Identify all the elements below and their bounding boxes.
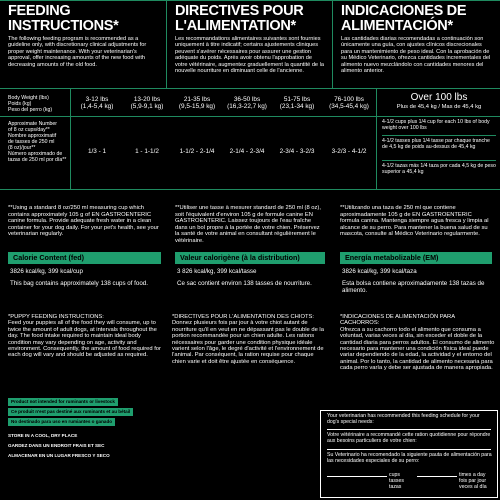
puppy-instructions-es <box>340 314 495 372</box>
storage-es: ALMACENAR EN UN LUGAR FRESCO Y SECO <box>8 453 110 458</box>
label-line: Poids (kg) <box>8 101 32 107</box>
calorie-header-fr: Valeur calorigène (à la distribution) <box>175 252 325 264</box>
puppy-body: Donnez plusieurs fois par jour à votre chiot autant de nourriture qu'il en veut en ne dépassant pas le double de la portion recommandée pour un chien adulte. Les rations nécessaires pour garder une condition physique idéale varient selon l'âge, le degré d'activité et l'environnement de l'animal. Par conséquent, la ration requise pour chaque chien varie et doit être ajustée en conséquence. <box>172 320 324 365</box>
puppy-body: Feed your puppies all of the food they will consume, up to twice the amount of adult dogs, at intervals throughout the day. The food intake required to maintain ideal body condition may vary depending on age, activity and environment. Consequently, the amount of food required for each dog will vary and should be adjusted as required. <box>8 320 161 359</box>
title-es <box>333 4 499 34</box>
weight-kg: (5,9-9,1 kg) <box>130 102 164 110</box>
title-line: DIRECTIVES POUR <box>175 3 304 19</box>
over-note-fr: 4-1/2 tasses plus 1/4 tasse par chaque tranche de 4,5 kg de poids au-dessus de 45,4 kg <box>382 138 490 150</box>
label-line: veces al día <box>459 483 487 490</box>
calorie-value-en: 3826 kcal/kg, 399 kcal/cup <box>10 268 83 275</box>
ruminant-badge-es: No destinado para uso en rumiantes o ganado <box>8 418 115 426</box>
bag-contents-fr: Ce sac contient environ 138 tasses de nourriture. <box>177 280 312 287</box>
label-line: tazas de 250 ml por día** <box>8 157 67 163</box>
cups-label <box>389 473 404 490</box>
schedule-text-en: Your veterinarian has recommended this feeding schedule for your dog's special needs: <box>327 413 480 425</box>
label-line: tasses <box>389 477 404 484</box>
label-line: Número aproximado de <box>8 151 63 157</box>
weight-cell <box>122 97 172 110</box>
weight-kg: (34,5-45,4 kg) <box>329 102 369 110</box>
title-fr <box>167 4 333 34</box>
weight-lbs: 36-50 lbs <box>233 96 261 103</box>
title-line: ALIMENTACIÓN* <box>341 18 453 34</box>
cups-cell: 3-2/3 - 4-1/2 <box>331 148 367 155</box>
weight-cell <box>322 97 376 110</box>
weight-kg: (1,4-5,4 kg) <box>80 102 114 110</box>
puppy-instructions-fr <box>172 314 324 365</box>
title-line: INSTRUCTIONS* <box>8 18 119 34</box>
table-divider <box>376 89 377 189</box>
label-line: of 8 oz cups/day** <box>8 127 50 133</box>
intro-text: The following feeding program is recommended as a guideline only, with discretionary clinical adjustments for proper weight maintenance. With your veterinarian's approval, offer increasing amounts of the new food with decreasing amounts of the old food. <box>8 36 147 68</box>
label-line: Peso del perro (kg) <box>8 107 53 113</box>
label-line: fois par jour <box>459 477 487 484</box>
weight-lbs: 21-35 lbs <box>183 96 211 103</box>
over-note-en: 4-1/2 cups plus 1/4 cup for each 10 lbs of body weight over 100 lbs <box>382 119 490 131</box>
ruminant-badge-fr: Ce produit n'est pas destiné aux ruminants et au bétail <box>8 408 133 416</box>
weight-lbs: 76-100 lbs <box>334 96 364 103</box>
puppy-body: Ofrezca a su cachorro todo el alimento que consuma a voluntad, varias veces al día, sin exceder el doble de la cantidad diaria para perros adultos. El consumo de alimento necesario para mantener una condición física ideal puede variar dependiendo de la edad, la actividad y el entorno del animal. Por lo tanto, la cantidad de alimento necesaria para cada perro varía y debe ser ajustada de manera apropiada. <box>340 326 495 372</box>
label-line: tazas <box>389 483 402 490</box>
puppy-instructions-en <box>8 314 163 359</box>
cups-cell: 1/3 - 1 <box>87 148 107 155</box>
label-line: times a day <box>459 472 486 478</box>
title-line: L'ALIMENTATION* <box>175 18 296 34</box>
ruminant-badge-en: Product not intended for ruminants or livestock <box>8 398 118 406</box>
calorie-header-es: Energía metabolizable (EM) <box>340 252 492 264</box>
table-divider <box>382 160 496 161</box>
vet-schedule-box <box>320 410 498 498</box>
amount-label <box>8 121 66 163</box>
feeding-instructions-fr <box>167 0 333 74</box>
bag-contents-en: This bag contains approximately 138 cups of food. <box>10 280 148 287</box>
cups-input-line[interactable] <box>327 476 387 477</box>
cups-cell: 1 - 1-1/2 <box>135 148 159 155</box>
weight-kg: (16,3-22,7 kg) <box>227 102 267 110</box>
weight-lbs: 13-20 lbs <box>133 96 161 103</box>
label-line: (8 oz)/jour** <box>8 145 36 151</box>
schedule-text-fr: Votre vétérinaire a recommandé cette ration quotidienne pour répondre aux besoins particuliers de votre chien: <box>327 432 491 444</box>
table-divider <box>70 89 71 189</box>
measuring-note-es: **Utilizando una taza de 250 ml que contiene aproximadamente 105 g de EN GASTROENTERIC formula canina. Mantenga siempre agua fresca y limpia al alcance de su perro. Para mantener la buena salud de su mascota, consulte al Médico Veterinario regularmente. <box>340 205 489 238</box>
times-input-line[interactable] <box>417 476 457 477</box>
label-line: Nombre approximatif <box>8 133 57 139</box>
schedule-text-es: Su Veterinario ha recomendado la siguiente pauta de alimentación para las necesidades especiales de su perro: <box>327 452 492 464</box>
feeding-instructions-en <box>0 0 166 68</box>
bag-contents-es: Esta bolsa contiene aproximadamente 138 tazas de alimento. <box>342 280 485 294</box>
puppy-title: *PUPPY FEEDING INSTRUCTIONS: <box>8 314 104 320</box>
weight-label <box>8 95 52 113</box>
storage-en: STORE IN A COOL, DRY PLACE <box>8 433 78 438</box>
puppy-title: *DIRECTIVES POUR L'ALIMENTATION DES CHIOTS: <box>172 314 314 320</box>
title-line: FEEDING <box>8 3 71 19</box>
weight-cell <box>72 97 122 110</box>
weight-lbs: 3-12 lbs <box>85 96 109 103</box>
write-in-line[interactable] <box>327 449 491 450</box>
title-en <box>0 4 166 34</box>
measuring-note-en: **Using a standard 8 oz/250 ml measuring cup which contains approximately 105 g of EN GASTROENTERIC canine formula. Provide adequate fresh water in a clean container for your dog daily. For your pet's health, see your veterinarian regularly. <box>8 205 159 238</box>
weight-kg: (9,5-15,9 kg) <box>178 102 216 110</box>
over-title: Over 100 lbs <box>410 92 468 103</box>
puppy-title: *INDICACIONES DE ALIMENTACIÓN PARA CACHORROS: <box>340 314 455 327</box>
cups-cell: 2-3/4 - 3-2/3 <box>279 148 315 155</box>
weight-cell <box>272 97 322 110</box>
table-divider <box>0 116 500 117</box>
label-line: cups <box>389 472 400 478</box>
over-subtitle: Plus de 45,4 kg / Mas de 45,4 kg <box>396 104 482 110</box>
intro-text: Les recommandations alimentaires suivantes sont fournies uniquement à titre indicatif; certains ajustements cliniques peuvent s'avérer nécessaires pour assurer une gestion adéquate du poids. Après avoir obtenu l'approbation de votre vétérinaire, augmentez graduellement la quantité de la nouvelle nourriture en diminuant celle de l'ancienne. <box>175 36 324 75</box>
times-label <box>459 473 487 490</box>
title-line: INDICACIONES DE <box>341 3 467 19</box>
label-line: Approximate Number <box>8 121 58 127</box>
feeding-table <box>0 88 500 190</box>
label-line: de tasses de 250 ml <box>8 139 55 145</box>
write-in-line[interactable] <box>327 429 491 430</box>
calorie-value-fr: 3 826 kcal/kg, 399 kcal/tasse <box>177 268 257 275</box>
weight-kg: (23,1-34 kg) <box>279 102 315 110</box>
weight-cell <box>222 97 272 110</box>
calorie-header-en: Calorie Content (fed) <box>8 252 161 264</box>
feeding-instructions-es <box>333 0 499 74</box>
table-divider <box>382 135 496 136</box>
over-note-es: 4-1/2 tazas más 1/4 taza por cada 4,5 kg de peso superior a 45,4 kg <box>382 163 496 175</box>
calorie-value-es: 3826 kcal/kg, 399 kcal/taza <box>342 268 417 275</box>
label-line: Body Weight (lbs) <box>8 95 49 101</box>
cups-cell: 1-1/2 - 2-1/4 <box>179 148 215 155</box>
intro-text: Las cantidades diarias recomendadas a continuación son únicamente una guía, con ajustes clínicos discrecionales para un mantenimiento de peso ideal. Con la aprobación de su Médico Veterinario, ofrezca cantidades incrementales del alimento nuevo mezclándolo con cantidades menores del alimento anterior. <box>341 36 491 75</box>
cups-cell: 2-1/4 - 2-3/4 <box>229 148 265 155</box>
storage-fr: GARDEZ DANS UN ENDROIT FRAIS ET SEC <box>8 443 105 448</box>
weight-cell <box>172 97 222 110</box>
measuring-note-fr: **Utiliser une tasse à mesurer standard de 250 ml (8 oz), soit l'équivalent d'environ 105 g de formule canine EN GASTROENTERIC. Laissez toujours de l'eau fraîche dans un bol propre à la portée de votre chien. Préservez la santé de votre animal en consultant régulièrement le vétérinaire. <box>175 205 321 244</box>
weight-lbs: 51-75 lbs <box>283 96 311 103</box>
